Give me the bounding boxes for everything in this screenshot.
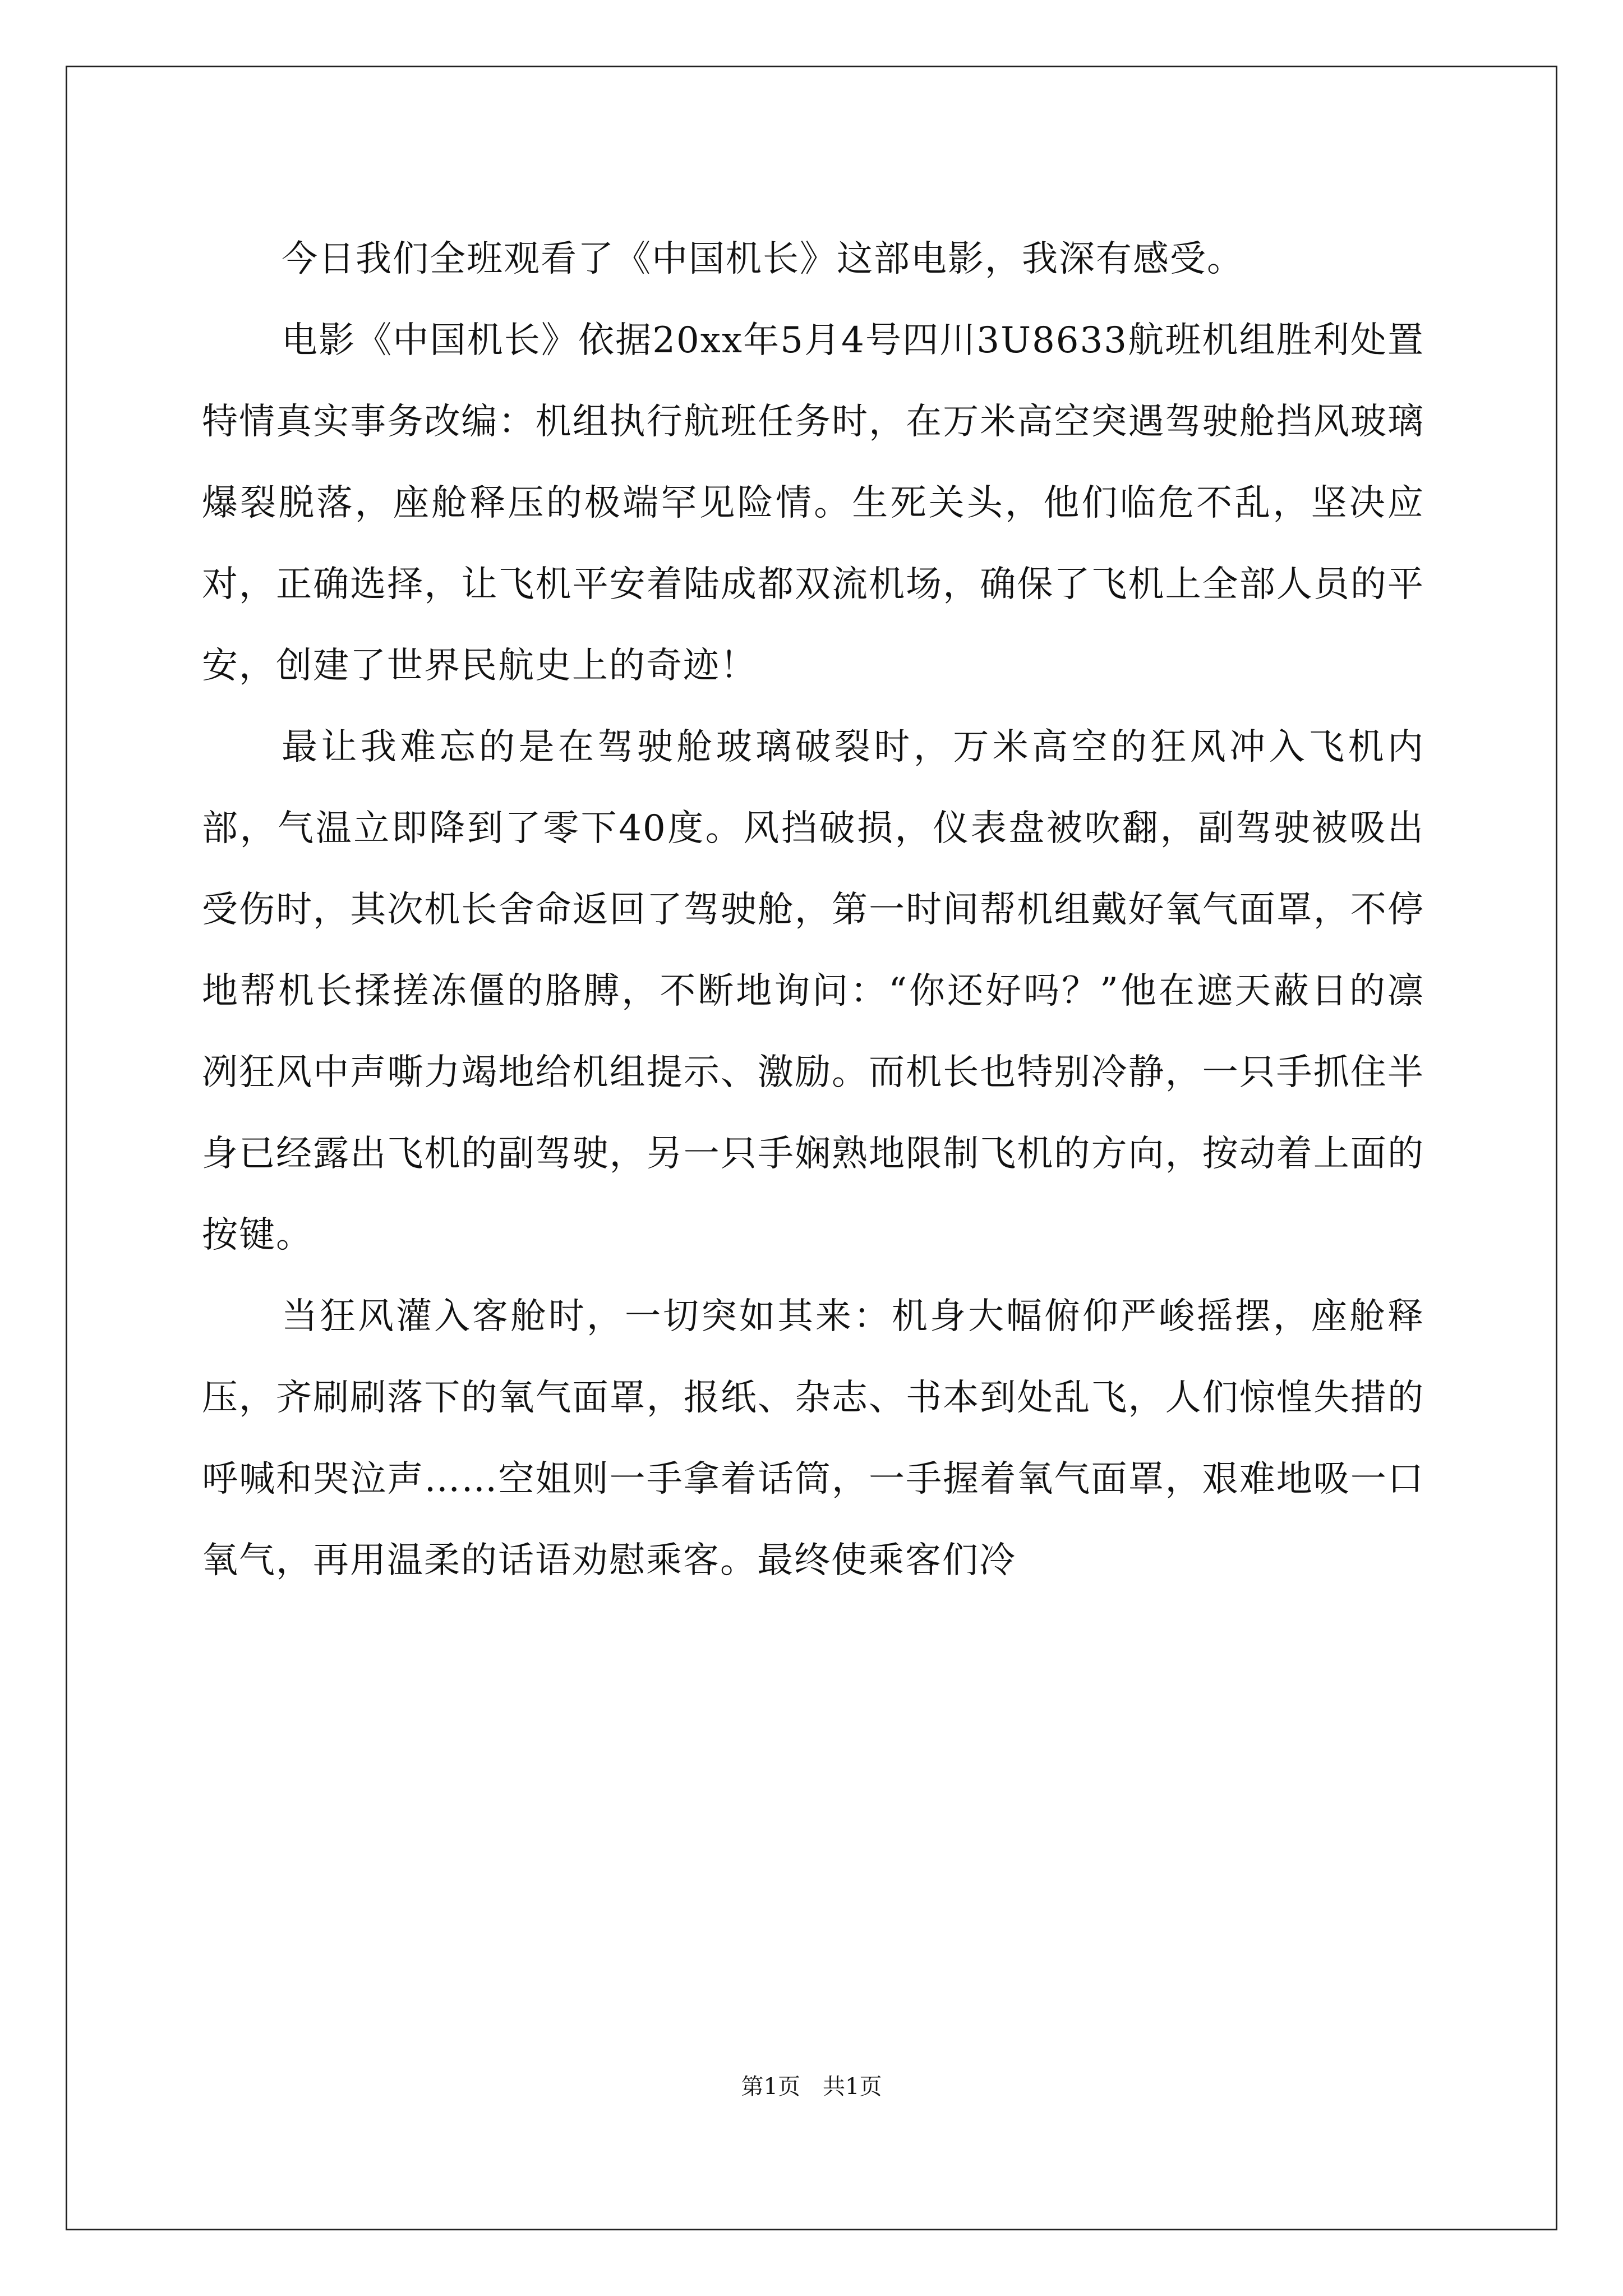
paragraph-3: 最让我难忘的是在驾驶舱玻璃破裂时，万米高空的狂风冲入飞机内部，气温立即降到了零下40度。风挡破损，仪表盘被吹翻，副驾驶被吸出受伤时，其次机长舍命返回了驾驶舱，第一时间帮机组戴好氧气面罩，不停地帮机长揉搓冻僵的胳膊，不断地询问：“你还好吗？”他在遮天蔽日的凛冽狂风中声嘶力竭地给机组提示、激励。而机长也特别冷静，一只手抓住半身已经露出飞机的副驾驶，另一只手娴熟地限制飞机的方向，按动着上面的按键。	[202, 726, 1424, 1256]
paragraph-2: 电影《中国机长》依据20xx年5月4号四川3U8633航班机组胜利处置特情真实事务改编：机组执行航班任务时，在万米高空突遇驾驶舱挡风玻璃爆裂脱落，座舱释压的极端罕见险情。生死关头，他们临危不乱，坚决应对，正确选择，让飞机平安着陆成都双流机场，确保了飞机上全部人员的平安，创建了世界民航史上的奇迹！	[202, 320, 1424, 687]
paragraph-1: 今日我们全班观看了《中国机长》这部电影，我深有感受。	[282, 238, 1244, 280]
document-body	[202, 219, 1424, 1602]
page-footer: 第1页 共1页	[741, 2074, 882, 2100]
paragraph-4: 当狂风灌入客舱时，一切突如其来：机身大幅俯仰严峻摇摆，座舱释压，齐刷刷落下的氧气面罩，报纸、杂志、书本到处乱飞，人们惊惶失措的呼喊和哭泣声……空姐则一手拿着话筒，一手握着氧气面罩，艰难地吸一口氧气，再用温柔的话语劝慰乘客。最终使乘客们冷	[202, 1296, 1424, 1581]
